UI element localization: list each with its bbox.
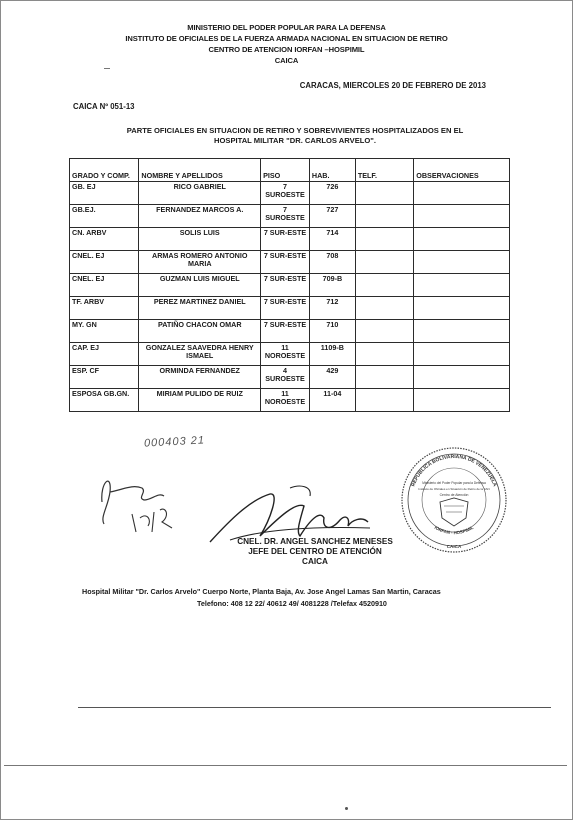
cell-nombre: ORMINDA FERNANDEZ <box>139 366 261 389</box>
table-row <box>70 182 510 205</box>
cell-hab: 708 <box>309 251 355 274</box>
table-row <box>70 389 510 412</box>
cell-hab: 710 <box>309 320 355 343</box>
cell-hab: 714 <box>309 228 355 251</box>
cell-grado: GB.EJ. <box>70 205 139 228</box>
subject-line-1: PARTE OFICIALES EN SITUACION DE RETIRO Y SOBREVIVIENTES HOSPITALIZADOS EN EL <box>126 126 464 135</box>
cell-grado: MY. GN <box>70 320 139 343</box>
signatory-unit: CAICA <box>302 557 328 566</box>
cell-grado: CAP. EJ <box>70 343 139 366</box>
cell-grado: ESPOSA GB.GN. <box>70 389 139 412</box>
col-observaciones: OBSERVACIONES <box>414 159 510 182</box>
cell-telf <box>355 251 413 274</box>
col-telf: TELF. <box>355 159 413 182</box>
cell-observaciones <box>414 297 510 320</box>
cell-nombre: MIRIAM PULIDO DE RUIZ <box>139 389 261 412</box>
col-grado: GRADO Y COMP. <box>70 159 139 182</box>
cell-observaciones <box>414 182 510 205</box>
cell-piso: 11 NOROESTE <box>261 343 310 366</box>
cell-telf <box>355 343 413 366</box>
cell-piso: 4 SUROESTE <box>261 366 310 389</box>
cell-observaciones <box>414 251 510 274</box>
cell-grado: CN. ARBV <box>70 228 139 251</box>
header-ministry: MINISTERIO DEL PODER POPULAR PARA LA DEFENSA <box>187 23 386 32</box>
footer-phones: Telefono: 408 12 22/ 40612 49/ 4081228 /Telefax 4520910 <box>197 599 387 608</box>
handwritten-initials-icon <box>92 462 182 540</box>
cell-hab: 11-04 <box>309 389 355 412</box>
cell-nombre: RICO GABRIEL <box>139 182 261 205</box>
table-row <box>70 251 510 274</box>
cell-telf <box>355 297 413 320</box>
seal-inner-line-3: Centro de Atención <box>439 493 469 497</box>
cell-hab: 712 <box>309 297 355 320</box>
col-hab: HAB. <box>309 159 355 182</box>
cell-piso: 7 SUR-ESTE <box>261 297 310 320</box>
col-piso: PISO <box>261 159 310 182</box>
date-line: CARACAS, MIERCOLES 20 DE FEBRERO DE 2013 <box>299 81 486 90</box>
cell-grado: GB. EJ <box>70 182 139 205</box>
cell-observaciones <box>414 205 510 228</box>
cell-nombre: GUZMAN LUIS MIGUEL <box>139 274 261 297</box>
document-subject <box>60 126 530 146</box>
cell-observaciones <box>414 274 510 297</box>
table-row <box>70 274 510 297</box>
cell-piso: 7 SUR-ESTE <box>261 228 310 251</box>
table-row <box>70 343 510 366</box>
table-header-row <box>70 159 510 182</box>
cell-observaciones <box>414 228 510 251</box>
cell-grado: ESP. CF <box>70 366 139 389</box>
cell-telf <box>355 320 413 343</box>
cell-observaciones <box>414 366 510 389</box>
seal-bottom-text: IORFAN - HOSPIMIL <box>433 524 475 536</box>
cell-hab: 1109-B <box>309 343 355 366</box>
col-nombre: NOMBRE Y APELLIDOS <box>139 159 261 182</box>
cell-observaciones <box>414 389 510 412</box>
cell-nombre: SOLIS LUIS <box>139 228 261 251</box>
cell-piso: 7 SUR-ESTE <box>261 274 310 297</box>
cell-hab: 727 <box>309 205 355 228</box>
received-stamp-number: 000403 21 <box>143 434 206 450</box>
cell-nombre: FERNANDEZ MARCOS A. <box>139 205 261 228</box>
table-row <box>70 205 510 228</box>
table-row <box>70 228 510 251</box>
scan-speck <box>345 807 348 810</box>
cell-telf <box>355 389 413 412</box>
cell-hab: 709-B <box>309 274 355 297</box>
table-row <box>70 366 510 389</box>
cell-nombre: GONZALEZ SAAVEDRA HENRY ISMAEL <box>139 343 261 366</box>
cell-piso: 7 SUROESTE <box>261 205 310 228</box>
header-institute: INSTITUTO DE OFICIALES DE LA FUERZA ARMADA NACIONAL EN SITUACION DE RETIRO <box>125 34 448 43</box>
cell-piso: 7 SUR-ESTE <box>261 320 310 343</box>
cell-grado: CNEL. EJ <box>70 274 139 297</box>
cell-telf <box>355 182 413 205</box>
cell-telf <box>355 228 413 251</box>
cell-piso: 7 SUROESTE <box>261 182 310 205</box>
divider-line <box>4 765 567 766</box>
reference-number: CAICA Nº 051-13 <box>73 102 135 111</box>
seal-inner-line-1: Ministerio del Poder Popular para la Defensa <box>422 481 486 485</box>
cell-observaciones <box>414 320 510 343</box>
patients-table <box>69 158 510 412</box>
cell-nombre: PATIÑO CHACON OMAR <box>139 320 261 343</box>
seal-inner-line-2: Instituto de Oficiales en Situación de Retiro de la FAN <box>418 487 490 491</box>
cell-observaciones <box>414 343 510 366</box>
cell-grado: TF. ARBV <box>70 297 139 320</box>
scan-artifact <box>104 68 110 69</box>
footer-address: Hospital Militar "Dr. Carlos Arvelo" Cuerpo Norte, Planta Baja, Av. Jose Angel Lamas San Martin, Caracas <box>82 587 441 596</box>
cell-telf <box>355 366 413 389</box>
cell-piso: 11 NOROESTE <box>261 389 310 412</box>
cell-telf <box>355 205 413 228</box>
cell-piso: 7 SUR-ESTE <box>261 251 310 274</box>
cell-telf <box>355 274 413 297</box>
seal-unit-text: CAICA <box>446 544 462 549</box>
cell-nombre: ARMAS ROMERO ANTONIO MARIA <box>139 251 261 274</box>
cell-nombre: PEREZ MARTINEZ DANIEL <box>139 297 261 320</box>
cell-hab: 726 <box>309 182 355 205</box>
table-row <box>70 297 510 320</box>
header-center: CENTRO DE ATENCION IORFAN –HOSPIMIL <box>208 45 365 54</box>
header-caica: CAICA <box>274 56 299 65</box>
signatory-name: CNEL. DR. ANGEL SANCHEZ MENESES <box>237 537 393 546</box>
divider-line <box>78 707 551 708</box>
signatory-title: JEFE DEL CENTRO DE ATENCIÓN <box>248 547 382 556</box>
subject-line-2: HOSPITAL MILITAR "DR. CARLOS ARVELO". <box>213 136 377 145</box>
cell-grado: CNEL. EJ <box>70 251 139 274</box>
cell-hab: 429 <box>309 366 355 389</box>
official-seal-icon <box>398 444 510 556</box>
table-row <box>70 320 510 343</box>
seal-ring-text: REPÚBLICA BOLIVARIANA DE VENEZUELA <box>410 453 498 488</box>
